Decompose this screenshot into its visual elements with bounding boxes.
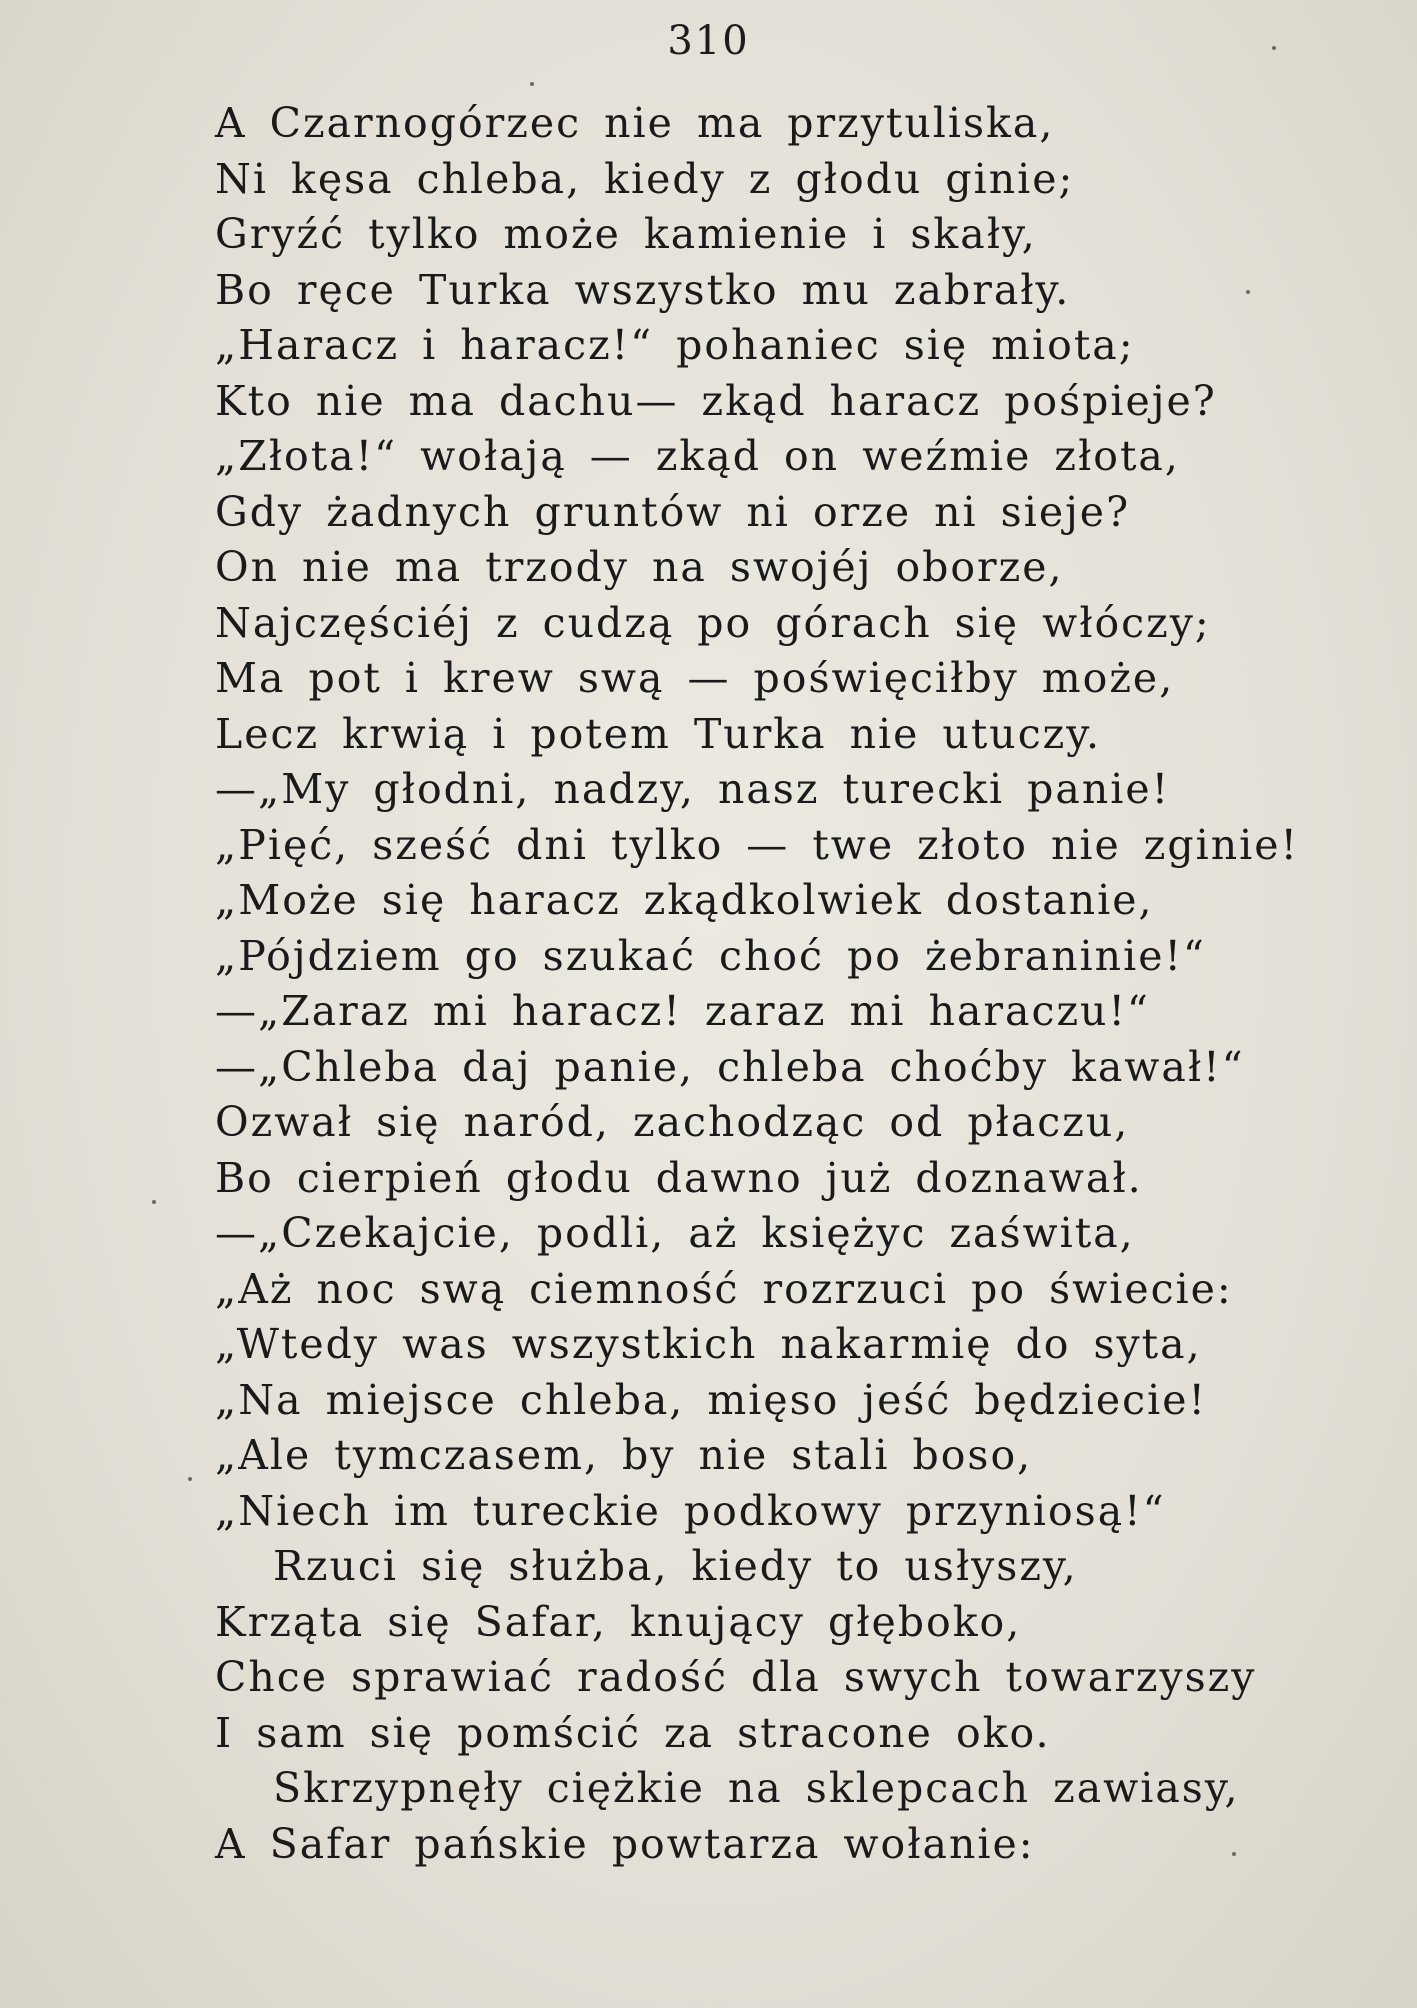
poem-text	[215, 96, 1355, 1872]
paper-speck	[152, 1200, 156, 1204]
poem-line: „Pójdziem go szukać choć po żebraninie!“	[215, 931, 1206, 980]
poem-line: „Ale tymczasem, by nie stali boso,	[215, 1431, 1033, 1479]
poem-line: A Safar pańskie powtarza wołanie:	[215, 1819, 1035, 1868]
poem-line: —„Zaraz mi haracz! zaraz mi haraczu!“	[215, 987, 1150, 1035]
paper-speck	[1272, 46, 1276, 50]
poem-line: Gryźć tylko może kamienie i skały,	[215, 210, 1037, 258]
poem-line: Bo cierpień głodu dawno już doznawał.	[215, 1153, 1143, 1202]
poem-line: „Na miejsce chleba, mięso jeść będziecie!	[215, 1375, 1207, 1424]
poem-line: —„My głodni, nadzy, nasz turecki panie!	[215, 765, 1171, 813]
paper-speck	[530, 82, 534, 86]
poem-line: „Niech im tureckie podkowy przyniosą!“	[215, 1486, 1166, 1535]
poem-line: Lecz krwią i potem Turka nie utuczy.	[215, 709, 1102, 758]
poem-line: „Wtedy was wszystkich nakarmię do syta,	[215, 1320, 1202, 1368]
poem-line: On nie ma trzody na swojéj oborze,	[215, 543, 1064, 591]
poem-line: Krząta się Safar, knujący głęboko,	[215, 1597, 1022, 1646]
poem-line: Najczęściéj z cudzą po górach się włóczy;	[215, 598, 1211, 647]
page-number: 310	[667, 18, 750, 64]
poem-line: Chce sprawiać radość dla swych towarzyszy	[215, 1653, 1257, 1701]
poem-line: I sam się pomścić za stracone oko.	[215, 1708, 1051, 1757]
paper-speck	[188, 1477, 192, 1481]
paper-speck	[1232, 1852, 1236, 1856]
poem-line: —„Chleba daj panie, chleba choćby kawał!“	[215, 1042, 1245, 1091]
poem-line: Ma pot i krew swą — poświęciłby może,	[215, 654, 1175, 702]
poem-line: —„Czekajcie, podli, aż księżyc zaświta,	[215, 1209, 1135, 1257]
poem-line: „Złota!“ wołają — zkąd on weźmie złota,	[215, 432, 1180, 480]
poem-line: Skrzypnęły ciężkie na sklepcach zawiasy,	[273, 1764, 1240, 1812]
poem-line: Bo ręce Turka wszystko mu zabrały.	[215, 265, 1071, 314]
poem-line: „Aż noc swą ciemność rozrzuci po świecie:	[215, 1264, 1233, 1313]
poem-line: A Czarnogórzec nie ma przytuliska,	[215, 99, 1055, 147]
poem-line: Rzuci się służba, kiedy to usłyszy,	[273, 1542, 1078, 1590]
paper-speck	[1246, 290, 1250, 294]
poem-line: Kto nie ma dachu— zkąd haracz pośpieje?	[215, 376, 1217, 425]
poem-line: „Pięć, sześć dni tylko — twe złoto nie zginie!	[215, 820, 1299, 869]
poem-line: Gdy żadnych gruntów ni orze ni sieje?	[215, 487, 1131, 536]
poem-line: „Haracz i haracz!“ pohaniec się miota;	[215, 321, 1135, 369]
poem-line: „Może się haracz zkądkolwiek dostanie,	[215, 876, 1154, 924]
poem-line: Ni kęsa chleba, kiedy z głodu ginie;	[215, 154, 1075, 203]
poem-line: Ozwał się naród, zachodząc od płaczu,	[215, 1098, 1130, 1146]
